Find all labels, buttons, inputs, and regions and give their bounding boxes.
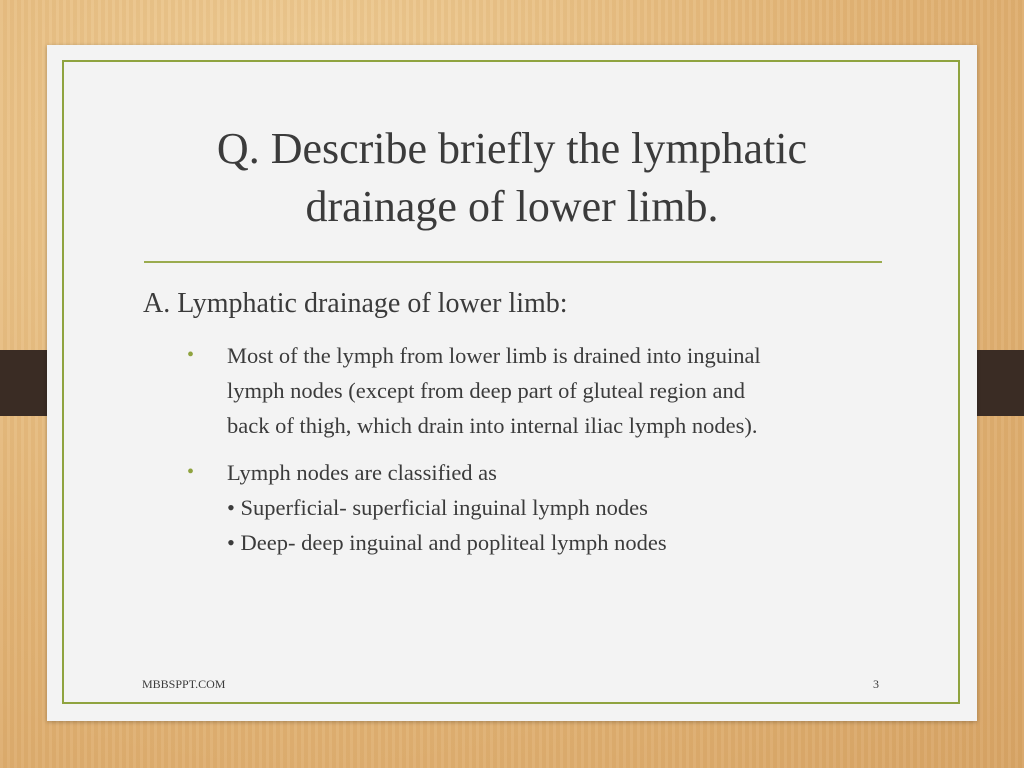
bullet-1-line-1: Most of the lymph from lower limb is drained into inguinal (227, 343, 761, 368)
bullet-dot-icon: • (187, 461, 195, 483)
page-number: 3 (873, 677, 879, 691)
title-line-1: Q. Describe briefly the lymphatic (216, 124, 808, 173)
slide-card (47, 45, 977, 721)
bullet-dot-icon: • (187, 344, 195, 366)
bullet-2-line-1: Lymph nodes are classified as (227, 460, 497, 485)
bullet-list (187, 338, 907, 572)
footer-website: MBBSPPT.COM (142, 677, 226, 691)
bullet-1-line-3: back of thigh, which drain into internal iliac lymph nodes). (227, 413, 758, 438)
bullet-2-sub-deep: • Deep- deep inguinal and popliteal lymph nodes (227, 530, 667, 555)
answer-heading: A. Lymphatic drainage of lower limb: (143, 288, 568, 319)
title-divider (144, 261, 882, 263)
bullet-1-line-2: lymph nodes (except from deep part of gluteal region and (227, 378, 745, 403)
bullet-2-sub-superficial: • Superficial- superficial inguinal lymph nodes (227, 495, 648, 520)
bullet-item-2 (187, 455, 907, 560)
slide-title (117, 120, 907, 236)
title-line-2: drainage of lower limb. (305, 182, 719, 231)
bullet-item-1 (187, 338, 907, 443)
